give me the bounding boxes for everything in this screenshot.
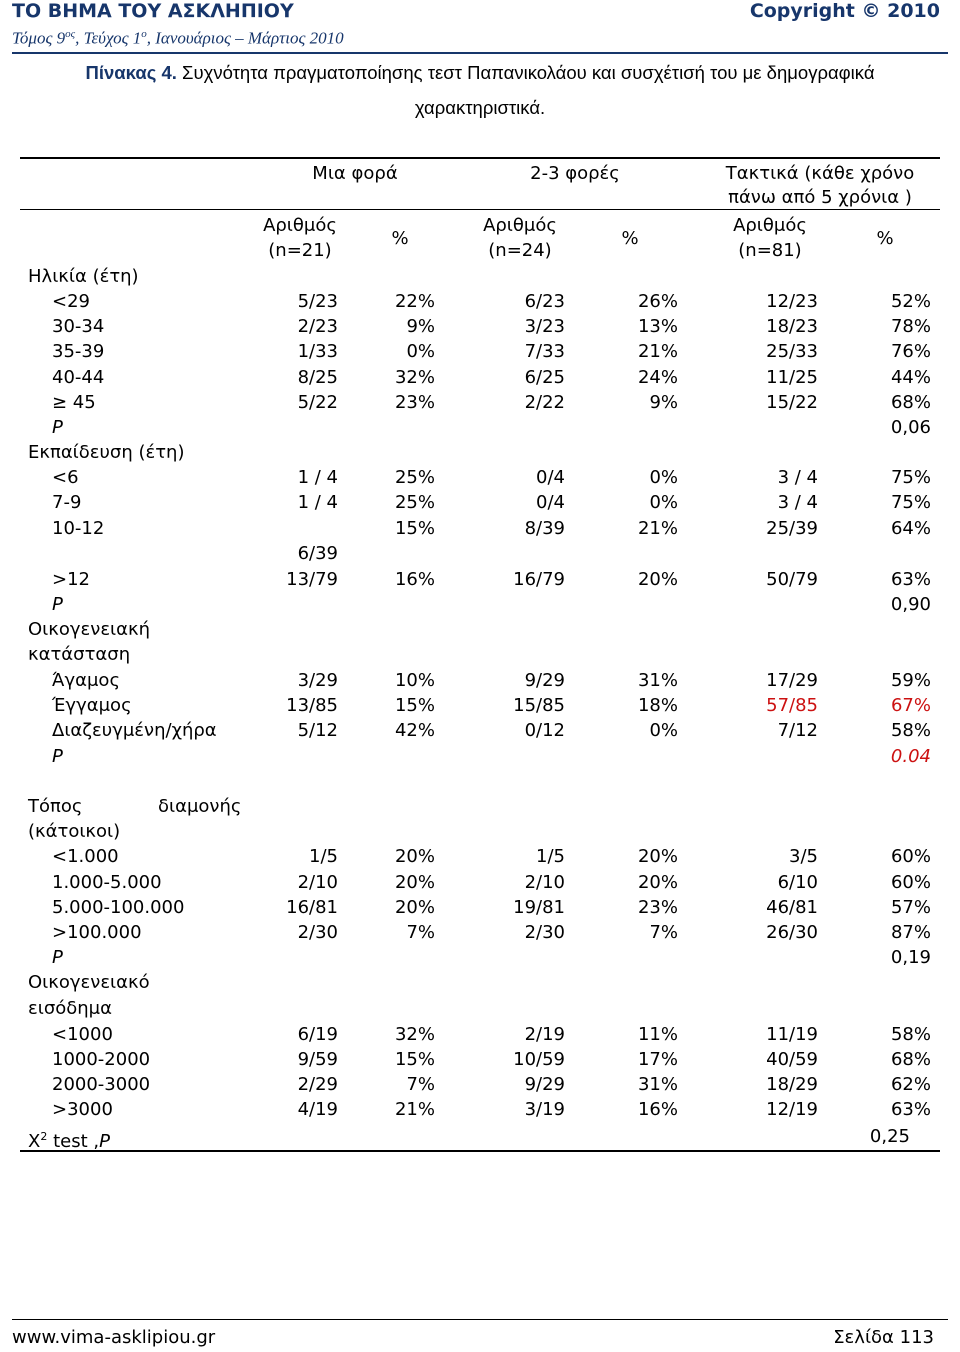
chi-square-value: 0,25 — [869, 1126, 910, 1147]
edu-10-12-cell-2: 15% — [394, 518, 435, 539]
table-top-rule — [20, 157, 940, 159]
table-header-rule — [20, 209, 940, 210]
res-5000-100000-cell-4: 23% — [637, 897, 678, 918]
edu-lt6-cell-1: 1 / 4 — [297, 467, 338, 488]
age-30-34-cell-5: 18/23 — [766, 316, 818, 337]
edu-gt12-cell-5: 50/79 — [766, 569, 818, 590]
inc-2000-3000-cell-6: 62% — [890, 1074, 931, 1095]
age-ge45-cell-6: 68% — [890, 392, 931, 413]
age-p-label: P — [52, 417, 63, 438]
edu-lt6-cell-2: 25% — [394, 467, 435, 488]
edu-7-9-cell-6: 75% — [890, 492, 931, 513]
section-marital-line2: κατάσταση — [28, 644, 131, 665]
subheader-pct-reg: % — [876, 228, 894, 249]
res-5000-100000-cell-6: 57% — [890, 897, 931, 918]
mar-single-cell-5: 17/29 — [766, 670, 818, 691]
inc-1000-2000-cell-2: 15% — [394, 1049, 435, 1070]
res-1000-5000-cell-4: 20% — [637, 872, 678, 893]
age-40-44-cell-2: 32% — [394, 367, 435, 388]
res-5000-100000-cell-1: 16/81 — [286, 897, 338, 918]
edu-gt12-cell-2: 16% — [394, 569, 435, 590]
res-gt100000-cell-1: 2/30 — [297, 922, 338, 943]
edu-7-9-cell-1: 1 / 4 — [297, 492, 338, 513]
section-residence-word1: Τόπος — [28, 796, 83, 817]
res-gt100000-cell-3: 2/30 — [524, 922, 565, 943]
inc-lt1000-cell-4: 11% — [637, 1024, 678, 1045]
edu-lt6-cell-5: 3 / 4 — [777, 467, 818, 488]
edu-lt6-cell-3: 0/4 — [536, 467, 565, 488]
res-1000-5000-cell-2: 20% — [394, 872, 435, 893]
inc-gt3000-cell-2: 21% — [394, 1099, 435, 1120]
age-35-39-cell-1: 1/33 — [297, 341, 338, 362]
res-1000-5000-cell-5: 6/10 — [777, 872, 818, 893]
age-ge45-cell-4: 9% — [649, 392, 678, 413]
inc-lt1000-cell-2: 32% — [394, 1024, 435, 1045]
mar-single-cell-6: 59% — [890, 670, 931, 691]
age-lt29-cell-6: 52% — [890, 291, 931, 312]
issue-volume-sup: ος — [65, 28, 76, 40]
res-lt1000-cell-3: 1/5 — [536, 846, 565, 867]
inc-gt3000-cell-6: 63% — [890, 1099, 931, 1120]
chi-sup: 2 — [40, 1130, 48, 1143]
subheader-count-reg: Αριθμός — [733, 215, 807, 236]
res-gt100000-cell-2: 7% — [406, 922, 435, 943]
mar-p-value: 0.04 — [890, 746, 931, 767]
mar-married-cell-2: 15% — [394, 695, 435, 716]
age-40-44-cell-5: 11/25 — [766, 367, 818, 388]
inc-lt1000-cell-6: 58% — [890, 1024, 931, 1045]
mar-married-label: Έγγαμος — [52, 695, 132, 716]
edu-7-9-label: 7-9 — [52, 492, 82, 513]
mar-divorced-label: Διαζευγμένη/χήρα — [52, 720, 217, 741]
edu-p-label: P — [52, 594, 63, 615]
edu-p-value: 0,90 — [890, 594, 931, 615]
inc-gt3000-cell-5: 12/19 — [766, 1099, 818, 1120]
res-lt1000-cell-5: 3/5 — [789, 846, 818, 867]
age-ge45-cell-1: 5/22 — [297, 392, 338, 413]
mar-single-cell-1: 3/29 — [297, 670, 338, 691]
inc-2000-3000-cell-2: 7% — [406, 1074, 435, 1095]
header-divider — [12, 52, 948, 54]
edu-gt12-cell-3: 16/79 — [513, 569, 565, 590]
age-35-39-cell-3: 7/33 — [524, 341, 565, 362]
edu-7-9-cell-5: 3 / 4 — [777, 492, 818, 513]
section-residence-word2: διαμονής — [158, 796, 242, 817]
mar-married-cell-3: 15/85 — [513, 695, 565, 716]
mar-divorced-cell-5: 7/12 — [777, 720, 818, 741]
edu-7-9-cell-4: 0% — [649, 492, 678, 513]
res-5000-100000-label: 5.000-100.000 — [52, 897, 185, 918]
issue-period: , Ιανουάριος – Μάρτιος 2010 — [146, 28, 344, 48]
inc-2000-3000-cell-4: 31% — [637, 1074, 678, 1095]
res-lt1000-cell-1: 1/5 — [309, 846, 338, 867]
edu-lt6-cell-6: 75% — [890, 467, 931, 488]
chi-symbol: Χ — [28, 1131, 41, 1152]
edu-10-12-cell-4: 21% — [637, 518, 678, 539]
age-lt29-cell-3: 6/23 — [524, 291, 565, 312]
issue-info — [12, 28, 344, 49]
section-age: Ηλικία (έτη) — [28, 266, 139, 287]
age-lt29-cell-1: 5/23 — [297, 291, 338, 312]
age-35-39-cell-2: 0% — [406, 341, 435, 362]
inc-2000-3000-cell-3: 9/29 — [524, 1074, 565, 1095]
res-gt100000-label: >100.000 — [52, 922, 142, 943]
mar-divorced-cell-6: 58% — [890, 720, 931, 741]
res-1000-5000-label: 1.000-5.000 — [52, 872, 162, 893]
age-35-39-label: 35-39 — [52, 341, 105, 362]
age-40-44-cell-1: 8/25 — [297, 367, 338, 388]
edu-10-12-cell-5: 25/39 — [766, 518, 818, 539]
res-1000-5000-cell-1: 2/10 — [297, 872, 338, 893]
age-ge45-cell-5: 15/22 — [766, 392, 818, 413]
age-40-44-label: 40-44 — [52, 367, 105, 388]
inc-lt1000-label: <1000 — [52, 1024, 113, 1045]
mar-divorced-cell-2: 42% — [394, 720, 435, 741]
chi-square-label — [28, 1126, 110, 1153]
edu-lt6-label: <6 — [52, 467, 79, 488]
mar-single-cell-2: 10% — [394, 670, 435, 691]
res-1000-5000-cell-6: 60% — [890, 872, 931, 893]
mar-married-cell-1: 13/85 — [286, 695, 338, 716]
subheader-count-once: Αριθμός — [263, 215, 337, 236]
subheader-pct-two: % — [621, 228, 639, 249]
subheader-pct-once: % — [391, 228, 409, 249]
res-lt1000-cell-2: 20% — [394, 846, 435, 867]
edu-7-9-cell-3: 0/4 — [536, 492, 565, 513]
section-income-line2: εισόδημα — [28, 998, 112, 1019]
inc-gt3000-cell-3: 3/19 — [524, 1099, 565, 1120]
age-lt29-cell-2: 22% — [394, 291, 435, 312]
age-35-39-cell-4: 21% — [637, 341, 678, 362]
group-header-regular-line2: πάνω από 5 χρόνια ) — [728, 187, 912, 208]
res-p-value: 0,19 — [890, 947, 931, 968]
issue-number-sup: ο — [141, 28, 147, 40]
chi-p-symbol: P — [99, 1131, 110, 1152]
mar-divorced-cell-3: 0/12 — [524, 720, 565, 741]
inc-lt1000-cell-3: 2/19 — [524, 1024, 565, 1045]
inc-1000-2000-cell-6: 68% — [890, 1049, 931, 1070]
footer-page-number: Σελίδα 113 — [833, 1327, 934, 1348]
subheader-n-once: (n=21) — [268, 240, 332, 261]
edu-7-9-cell-2: 25% — [394, 492, 435, 513]
edu-10-12-cell-6: 64% — [890, 518, 931, 539]
res-gt100000-cell-4: 7% — [649, 922, 678, 943]
edu-lt6-cell-4: 0% — [649, 467, 678, 488]
res-5000-100000-cell-5: 46/81 — [766, 897, 818, 918]
age-30-34-label: 30-34 — [52, 316, 105, 337]
edu-10-12-cell-3: 8/39 — [524, 518, 565, 539]
subheader-n-reg: (n=81) — [738, 240, 802, 261]
age-30-34-cell-3: 3/23 — [524, 316, 565, 337]
inc-2000-3000-cell-1: 2/29 — [297, 1074, 338, 1095]
age-40-44-cell-4: 24% — [637, 367, 678, 388]
inc-1000-2000-cell-5: 40/59 — [766, 1049, 818, 1070]
mar-divorced-cell-1: 5/12 — [297, 720, 338, 741]
mar-p-label: P — [52, 746, 63, 767]
inc-lt1000-cell-5: 11/19 — [766, 1024, 818, 1045]
journal-title: ΤΟ ΒΗΜΑ ΤΟΥ ΑΣΚΛΗΠΙΟΥ — [12, 0, 294, 22]
inc-lt1000-cell-1: 6/19 — [297, 1024, 338, 1045]
age-p-value: 0,06 — [890, 417, 931, 438]
age-30-34-cell-1: 2/23 — [297, 316, 338, 337]
section-income-line1: Οικογενειακό — [28, 972, 150, 993]
chi-test-text: test , — [47, 1131, 100, 1152]
table-bottom-rule — [20, 1150, 940, 1152]
inc-gt3000-label: >3000 — [52, 1099, 113, 1120]
section-education: Εκπαίδευση (έτη) — [28, 442, 185, 463]
section-residence-line2: (κάτοικοι) — [28, 821, 121, 842]
age-lt29-cell-4: 26% — [637, 291, 678, 312]
mar-married-cell-6: 67% — [890, 695, 931, 716]
res-p-label: P — [52, 947, 63, 968]
inc-1000-2000-label: 1000-2000 — [52, 1049, 151, 1070]
inc-1000-2000-cell-1: 9/59 — [297, 1049, 338, 1070]
subheader-count-two: Αριθμός — [483, 215, 557, 236]
issue-volume: Τόμος 9 — [12, 28, 66, 48]
age-ge45-cell-2: 23% — [394, 392, 435, 413]
res-5000-100000-cell-3: 19/81 — [513, 897, 565, 918]
inc-1000-2000-cell-3: 10/59 — [513, 1049, 565, 1070]
age-lt29-label: <29 — [52, 291, 90, 312]
group-header-once: Μια φορά — [312, 163, 398, 184]
inc-gt3000-cell-1: 4/19 — [297, 1099, 338, 1120]
edu-gt12-cell-4: 20% — [637, 569, 678, 590]
age-ge45-cell-3: 2/22 — [524, 392, 565, 413]
footer-divider — [12, 1319, 948, 1320]
mar-married-cell-4: 18% — [637, 695, 678, 716]
edu-gt12-cell-6: 63% — [890, 569, 931, 590]
age-35-39-cell-5: 25/33 — [766, 341, 818, 362]
edu-10-12-label: 10-12 — [52, 518, 105, 539]
res-lt1000-cell-6: 60% — [890, 846, 931, 867]
edu-gt12-cell-1: 13/79 — [286, 569, 338, 590]
age-40-44-cell-3: 6/25 — [524, 367, 565, 388]
caption-text-line2: χαρακτηριστικά. — [414, 97, 546, 118]
group-header-regular-line1: Τακτικά (κάθε χρόνο — [725, 163, 915, 184]
subheader-n-two: (n=24) — [488, 240, 552, 261]
issue-number: , Τεύχος 1 — [75, 28, 142, 48]
mar-married-cell-5: 57/85 — [766, 695, 818, 716]
group-header-two-three: 2-3 φορές — [530, 163, 620, 184]
mar-single-label: Άγαμος — [52, 670, 121, 691]
mar-divorced-cell-4: 0% — [649, 720, 678, 741]
inc-1000-2000-cell-4: 17% — [637, 1049, 678, 1070]
res-lt1000-cell-4: 20% — [637, 846, 678, 867]
inc-2000-3000-label: 2000-3000 — [52, 1074, 151, 1095]
caption-text-line1: Συχνότητα πραγματοποίησης τεστ Παπανικολάου και συσχέτισή του με δημογραφικά — [176, 62, 875, 83]
res-1000-5000-cell-3: 2/10 — [524, 872, 565, 893]
section-marital-line1: Οικογενειακή — [28, 619, 151, 640]
res-gt100000-cell-6: 87% — [890, 922, 931, 943]
age-ge45-label: ≥ 45 — [52, 392, 96, 413]
res-lt1000-label: <1.000 — [52, 846, 119, 867]
copyright-notice: Copyright © 2010 — [749, 0, 940, 22]
table-caption — [0, 62, 960, 84]
caption-label: Πίνακας 4. — [85, 62, 177, 83]
footer-website: www.vima-asklipiou.gr — [12, 1327, 216, 1348]
age-30-34-cell-6: 78% — [890, 316, 931, 337]
age-30-34-cell-2: 9% — [406, 316, 435, 337]
age-35-39-cell-6: 76% — [890, 341, 931, 362]
age-40-44-cell-6: 44% — [890, 367, 931, 388]
res-5000-100000-cell-2: 20% — [394, 897, 435, 918]
age-lt29-cell-5: 12/23 — [766, 291, 818, 312]
res-gt100000-cell-5: 26/30 — [766, 922, 818, 943]
mar-single-cell-3: 9/29 — [524, 670, 565, 691]
inc-2000-3000-cell-5: 18/29 — [766, 1074, 818, 1095]
mar-single-cell-4: 31% — [637, 670, 678, 691]
age-30-34-cell-4: 13% — [637, 316, 678, 337]
edu-10-12-cell-1: 6/39 — [297, 543, 338, 564]
edu-gt12-label: >12 — [52, 569, 90, 590]
inc-gt3000-cell-4: 16% — [637, 1099, 678, 1120]
